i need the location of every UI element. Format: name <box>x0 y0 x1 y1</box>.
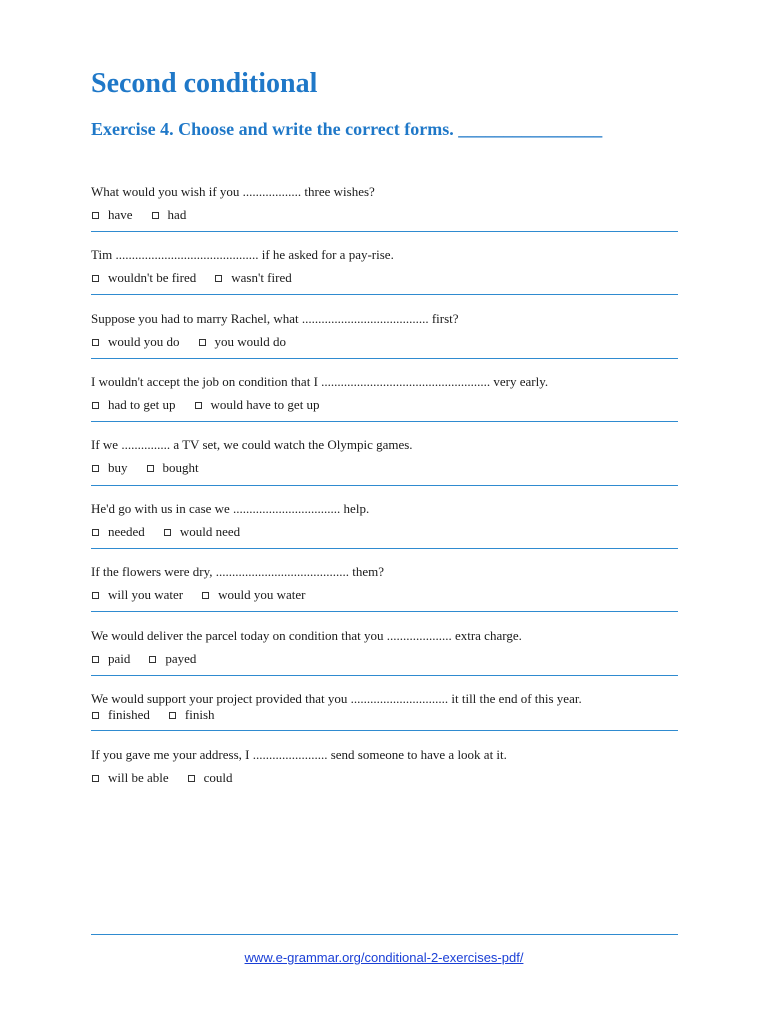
question-text: If the flowers were dry, ......................................... them? <box>91 564 385 579</box>
checkbox-icon[interactable] <box>92 712 99 719</box>
answer-option-label: finished <box>108 707 150 722</box>
answer-option-label: would you do <box>108 334 180 349</box>
answer-option-label: would you water <box>218 587 306 602</box>
footer-link[interactable]: www.e-grammar.org/conditional-2-exercises-pdf/ <box>244 950 524 965</box>
answer-option[interactable] <box>91 651 130 667</box>
footer-divider <box>91 934 678 935</box>
question-divider <box>91 675 678 676</box>
question-text: If we ............... a TV set, we could watch the Olympic games. <box>91 437 413 452</box>
answer-option[interactable] <box>187 770 233 786</box>
question-item <box>91 501 678 540</box>
answer-option[interactable] <box>91 397 176 413</box>
answer-option[interactable] <box>91 460 128 476</box>
answer-option-label: wasn't fired <box>231 270 292 285</box>
answer-options <box>91 651 678 667</box>
checkbox-icon[interactable] <box>188 775 195 782</box>
answer-options <box>91 207 678 223</box>
checkbox-icon[interactable] <box>169 712 176 719</box>
answer-options <box>91 397 678 413</box>
answer-option-label: had to get up <box>108 397 176 412</box>
answer-option-label: will you water <box>108 587 184 602</box>
answer-option-label: bought <box>162 460 199 475</box>
checkbox-icon[interactable] <box>92 592 99 599</box>
answer-option[interactable] <box>168 707 215 723</box>
answer-option[interactable] <box>91 707 150 723</box>
question-text: I wouldn't accept the job on condition that I .................................................... very early. <box>91 374 549 389</box>
question-item <box>91 437 678 476</box>
answer-options <box>91 334 678 350</box>
question-item <box>91 374 678 413</box>
answer-option[interactable] <box>146 460 199 476</box>
checkbox-icon[interactable] <box>152 212 159 219</box>
question-divider <box>91 611 678 612</box>
answer-option-label: you would do <box>214 334 286 349</box>
checkbox-icon[interactable] <box>147 465 154 472</box>
question-divider <box>91 358 678 359</box>
checkbox-icon[interactable] <box>92 212 99 219</box>
question-divider <box>91 730 678 731</box>
answer-option[interactable] <box>148 651 196 667</box>
checkbox-icon[interactable] <box>195 402 202 409</box>
question-text: If you gave me your address, I ....................... send someone to have a look at it. <box>91 747 507 762</box>
answer-option[interactable] <box>214 270 291 286</box>
answer-options <box>91 460 678 476</box>
answer-option[interactable] <box>198 334 287 350</box>
question-item <box>91 184 678 223</box>
answer-option[interactable] <box>91 587 183 603</box>
checkbox-icon[interactable] <box>215 275 222 282</box>
exercise-instruction: Exercise 4. Choose and write the correct forms. ________________ <box>91 119 603 139</box>
answer-options <box>91 270 678 286</box>
answer-option[interactable] <box>91 524 145 540</box>
question-divider <box>91 231 678 232</box>
answer-option-label: needed <box>108 524 145 539</box>
checkbox-icon[interactable] <box>92 529 99 536</box>
checkbox-icon[interactable] <box>164 529 171 536</box>
checkbox-icon[interactable] <box>92 775 99 782</box>
question-item <box>91 691 678 723</box>
answer-option-label: payed <box>165 651 197 666</box>
question-divider <box>91 294 678 295</box>
question-item <box>91 564 678 603</box>
answer-options <box>91 587 678 603</box>
checkbox-icon[interactable] <box>92 402 99 409</box>
question-item <box>91 247 678 286</box>
question-divider <box>91 548 678 549</box>
answer-option-label: wouldn't be fired <box>108 270 197 285</box>
answer-option-label: could <box>203 770 233 785</box>
answer-option[interactable] <box>91 334 180 350</box>
answer-option-label: would need <box>179 524 241 539</box>
question-divider <box>91 421 678 422</box>
question-text: Suppose you had to marry Rachel, what ....................................... first? <box>91 311 459 326</box>
question-text: We would support your project provided that you .............................. it till the end of this year. <box>91 691 582 706</box>
answer-options <box>91 524 678 540</box>
answer-option-label: would have to get up <box>210 397 320 412</box>
answer-option-label: have <box>108 207 133 222</box>
answer-option-label: paid <box>108 651 131 666</box>
answer-option-label: buy <box>108 460 128 475</box>
answer-option[interactable] <box>91 770 169 786</box>
question-text: Tim ............................................ if he asked for a pay-rise. <box>91 247 394 262</box>
answer-option[interactable] <box>151 207 187 223</box>
checkbox-icon[interactable] <box>92 465 99 472</box>
answer-option-label: will be able <box>108 770 169 785</box>
answer-option[interactable] <box>91 270 196 286</box>
page-title: Second conditional <box>91 68 318 99</box>
checkbox-icon[interactable] <box>92 275 99 282</box>
question-item <box>91 628 678 667</box>
answer-options <box>91 770 678 786</box>
question-divider <box>91 485 678 486</box>
answer-option[interactable] <box>163 524 240 540</box>
answer-option-label: finish <box>184 707 215 722</box>
question-item <box>91 311 678 350</box>
answer-options <box>91 707 678 723</box>
checkbox-icon[interactable] <box>92 339 99 346</box>
checkbox-icon[interactable] <box>149 656 156 663</box>
question-text: He'd go with us in case we ................................. help. <box>91 501 370 516</box>
checkbox-icon[interactable] <box>202 592 209 599</box>
answer-option[interactable] <box>201 587 305 603</box>
question-item <box>91 747 678 786</box>
checkbox-icon[interactable] <box>199 339 206 346</box>
answer-option[interactable] <box>194 397 320 413</box>
answer-option[interactable] <box>91 207 133 223</box>
checkbox-icon[interactable] <box>92 656 99 663</box>
question-text: What would you wish if you .................. three wishes? <box>91 184 375 199</box>
question-text: We would deliver the parcel today on condition that you .................... extra charge. <box>91 628 522 643</box>
answer-option-label: had <box>167 207 187 222</box>
